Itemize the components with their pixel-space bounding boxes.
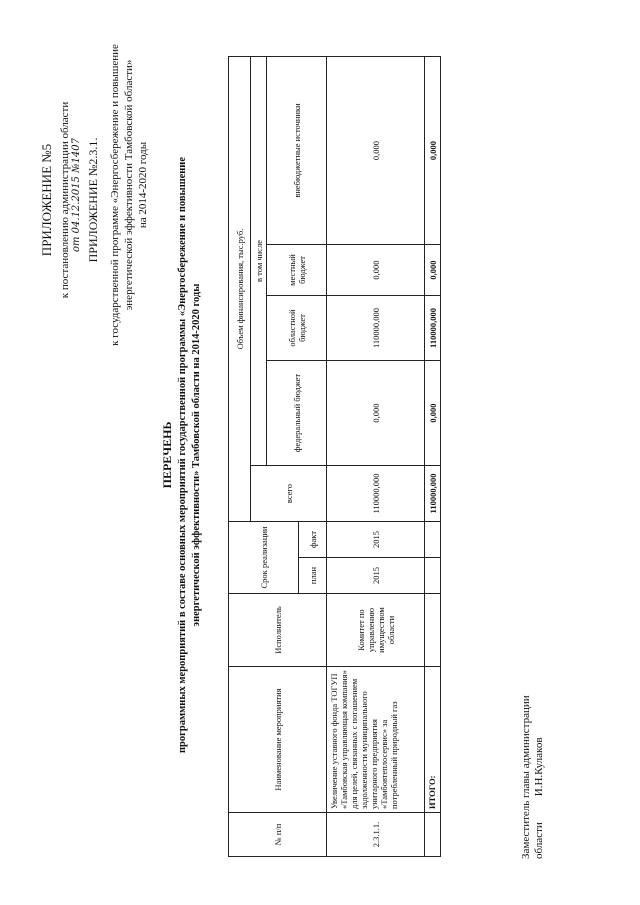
row-total: 110000,000 bbox=[327, 466, 425, 522]
totals-total: 110000,000 bbox=[425, 466, 441, 522]
header-name: Наименование мероприятия bbox=[229, 667, 327, 813]
totals-empty-plan bbox=[425, 558, 441, 594]
program-line-3: на 2014-2020 годы bbox=[137, 141, 149, 229]
row-name: Увеличение уставного фонда ТОГУП «Тамбовская управляющая компания» для целей, связанных с погашением задолженности муниципального унитарного предприятия «Тамбовтеплосервис» за потребленный природный газ bbox=[327, 667, 425, 813]
signature-block bbox=[520, 695, 546, 859]
row-num: 2.3.1.1. bbox=[327, 813, 425, 857]
totals-local: 0,000 bbox=[425, 245, 441, 296]
signature-region: области bbox=[533, 822, 545, 859]
program-line-2: энергетической эффективности Тамбовской области» bbox=[123, 59, 135, 311]
list-subtitle-2: энергетической эффективности» Тамбовской области на 2014-2020 годы bbox=[191, 283, 202, 627]
row-regional: 110000,000 bbox=[327, 296, 425, 361]
totals-empty-fact bbox=[425, 522, 441, 558]
header-num: № п/п bbox=[229, 813, 327, 857]
table-row bbox=[327, 57, 425, 857]
sub-appendix-title: ПРИЛОЖЕНИЕ №2.3.1. bbox=[86, 137, 100, 263]
row-fact: 2015 bbox=[327, 522, 425, 558]
row-plan: 2015 bbox=[327, 558, 425, 594]
row-local: 0,000 bbox=[327, 245, 425, 296]
header-plan: план bbox=[299, 558, 327, 594]
row-executor: Комитет по управлению имуществом области bbox=[327, 594, 425, 667]
header-fact: факт bbox=[299, 522, 327, 558]
header-total: всего bbox=[251, 466, 327, 522]
appendix-title: ПРИЛОЖЕНИЕ №5 bbox=[39, 143, 54, 257]
signature-name: И.Н.Кулаков bbox=[533, 737, 545, 797]
row-offbudget: 0,000 bbox=[327, 57, 425, 245]
program-line-1: к государственной программе «Энергосбережение и повышение bbox=[109, 44, 121, 346]
header-period: Срок реализации bbox=[229, 522, 299, 594]
signature-position: Заместитель главы администрации bbox=[520, 695, 532, 859]
header-executor: Исполнитель bbox=[229, 594, 327, 667]
header-funding: Объем финансирования, тыс.руб. bbox=[229, 57, 251, 522]
header-local: местный бюджет bbox=[267, 245, 327, 296]
totals-federal: 0,000 bbox=[425, 361, 441, 466]
list-subtitle-1: программных мероприятий в составе основных мероприятий государственной программы «Энергосбережение и повышение bbox=[177, 156, 188, 754]
totals-empty-executor bbox=[425, 594, 441, 667]
totals-offbudget: 0,000 bbox=[425, 57, 441, 245]
totals-regional: 110000,000 bbox=[425, 296, 441, 361]
list-heading: ПЕРЕЧЕНЬ bbox=[160, 421, 174, 489]
totals-empty-num bbox=[425, 813, 441, 857]
header-offbudget: внебюджетные источники bbox=[267, 57, 327, 245]
activities-table bbox=[228, 56, 441, 857]
header-including: в том числе bbox=[251, 57, 267, 466]
header-federal: федеральный бюджет bbox=[267, 361, 327, 466]
totals-label: ИТОГО: bbox=[425, 667, 441, 813]
handwritten-date: от 04.12.2015 №1407 bbox=[71, 137, 82, 253]
totals-row bbox=[425, 57, 441, 857]
header-regional: областной бюджет bbox=[267, 296, 327, 361]
resolution-reference: к постановлению администрации области bbox=[59, 101, 71, 299]
row-federal: 0,000 bbox=[327, 361, 425, 466]
